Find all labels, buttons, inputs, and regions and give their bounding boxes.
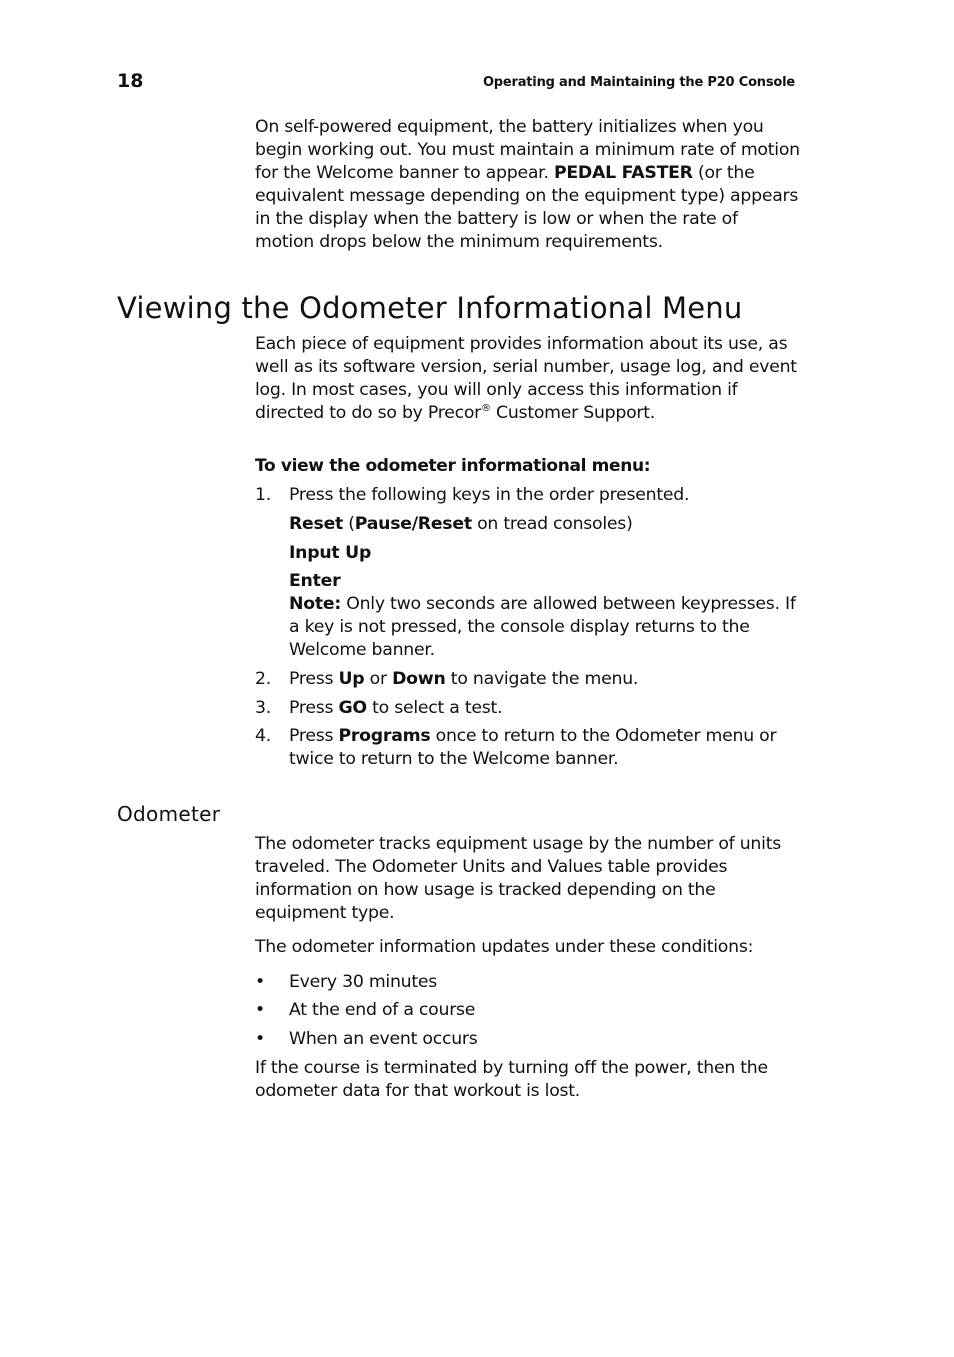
step-text-post: to select a test. bbox=[366, 698, 503, 718]
input-up-key-label: Input Up bbox=[289, 543, 372, 563]
note bbox=[289, 593, 799, 662]
step-text-mid: or bbox=[364, 669, 393, 689]
step-text bbox=[289, 668, 799, 691]
intro-text-1: On self-powered equipment, the battery initializes when you begin working out. You must maintain a minimum rate of motion for the Welcome banner to appear. bbox=[255, 117, 800, 183]
odometer-paragraph-1: The odometer tracks equipment usage by the number of units traveled. The Odometer Units and Values table provides information on how usage is tracked depending on the equipment type. bbox=[255, 834, 781, 923]
step-text-pre: Press bbox=[289, 669, 339, 689]
step-text: Press the following keys in the order presented. bbox=[289, 485, 690, 505]
bullet-text: When an event occurs bbox=[289, 1029, 478, 1049]
step-text-post: once to return to the Odometer menu or twice to return to the Welcome banner. bbox=[289, 726, 777, 769]
step-text-pre: Press bbox=[289, 698, 339, 718]
note-label: Note: bbox=[289, 594, 341, 614]
key-enter bbox=[289, 570, 799, 593]
bullet-text: Every 30 minutes bbox=[289, 972, 438, 992]
section-text-2: Customer Support. bbox=[490, 403, 656, 423]
step-number: 1. bbox=[255, 485, 271, 505]
paren-open: ( bbox=[343, 514, 355, 534]
step-text bbox=[289, 725, 799, 771]
pedal-faster-text: PEDAL FASTER bbox=[553, 163, 693, 183]
step-number: 2. bbox=[255, 669, 271, 689]
section-text-1: Each piece of equipment provides information about its use, as well as its software version, serial number, usage log, and event log. In most cases, you will only access this information if directed to do so by Precor bbox=[255, 334, 797, 423]
registered-mark: ® bbox=[481, 403, 491, 415]
step-number: 4. bbox=[255, 726, 271, 746]
bullet-icon: • bbox=[255, 1029, 265, 1049]
section-heading: Viewing the Odometer Informational Menu bbox=[117, 291, 743, 325]
intro-paragraph bbox=[255, 116, 800, 254]
pause-reset-key-label: Pause/Reset bbox=[354, 514, 472, 534]
step-text bbox=[289, 697, 799, 720]
reset-key-tail: on tread consoles) bbox=[471, 514, 633, 534]
key-input-up bbox=[289, 542, 799, 565]
go-key-label: GO bbox=[338, 698, 367, 718]
bullet-text: At the end of a course bbox=[289, 1000, 476, 1020]
odometer-heading: Odometer bbox=[117, 802, 221, 826]
up-key-label: Up bbox=[338, 669, 365, 689]
step-text-pre: Press bbox=[289, 726, 339, 746]
reset-key-label: Reset bbox=[289, 514, 344, 534]
page-number: 18 bbox=[117, 70, 144, 92]
odometer-paragraph-3: If the course is terminated by turning off the power, then the odometer data for that workout is lost. bbox=[255, 1058, 768, 1101]
odometer-paragraph-2: The odometer information updates under these conditions: bbox=[255, 937, 754, 957]
running-header: Operating and Maintaining the P20 Console bbox=[482, 75, 795, 90]
note-text: Only two seconds are allowed between keypresses. If a key is not pressed, the console display returns to the Welcome banner. bbox=[289, 594, 796, 660]
step-text-post: to navigate the menu. bbox=[445, 669, 639, 689]
section-paragraph bbox=[255, 333, 800, 425]
bullet-icon: • bbox=[255, 1000, 265, 1020]
programs-key-label: Programs bbox=[338, 726, 431, 746]
procedure-title: To view the odometer informational menu: bbox=[255, 456, 651, 476]
bullet-icon: • bbox=[255, 972, 265, 992]
intro-text-2: (or the equivalent message depending on the equipment type) appears in the display when the battery is low or when the rate of motion drops below the minimum requirements. bbox=[255, 163, 799, 252]
key-reset bbox=[289, 513, 799, 536]
step-number: 3. bbox=[255, 698, 271, 718]
down-key-label: Down bbox=[392, 669, 446, 689]
enter-key-label: Enter bbox=[289, 571, 341, 591]
